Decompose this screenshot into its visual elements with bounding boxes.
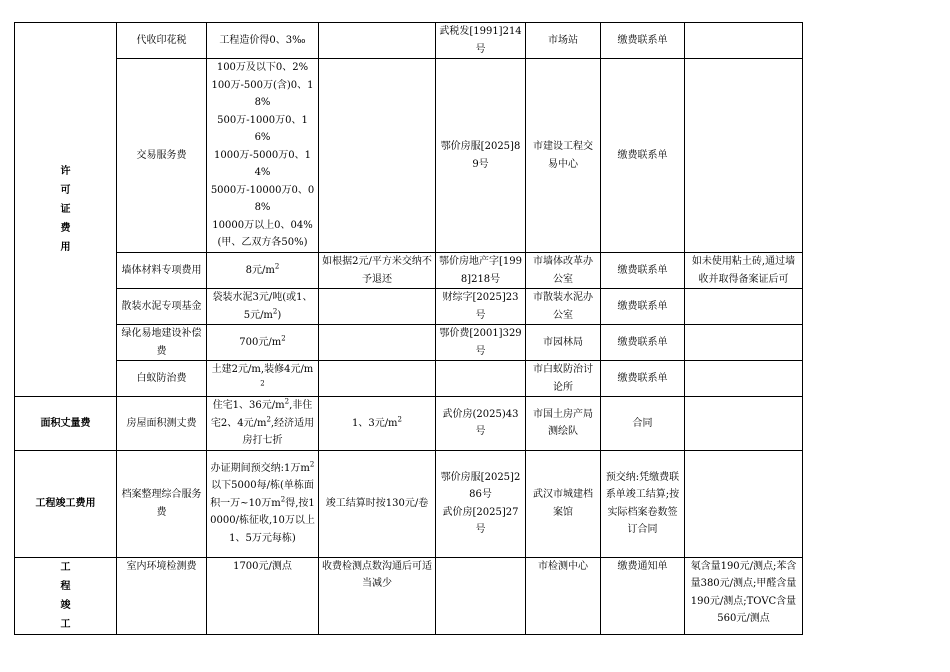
remark-cell <box>685 361 803 397</box>
standard-cell: 袋装水泥3元/吨(或1、5元$/m^2$) <box>207 289 319 325</box>
table-row <box>15 59 803 253</box>
item-name-cell: 代收印花税 <box>117 23 207 59</box>
collector-cell: 市白蚁防治讨论所 <box>526 361 601 397</box>
collector-cell: 市园林局 <box>526 325 601 361</box>
basis-cell: 鄂价房服[2025]286号 武价房[2025]27号 <box>436 450 526 557</box>
remark-cell <box>685 23 803 59</box>
table-row <box>15 289 803 325</box>
payment-method-cell: 预交纳:凭缴费联系单竣工结算;按实际档案卷数签订合同 <box>601 450 685 557</box>
standard-cell: 8元$/m^2$ <box>207 253 319 289</box>
payment-method-cell: 缴费通知单 <box>601 557 685 634</box>
payment-method-cell: 缴费联系单 <box>601 361 685 397</box>
table-row <box>15 23 803 59</box>
remark-cell <box>685 59 803 253</box>
payment-method-cell: 缴费联系单 <box>601 325 685 361</box>
note-cell <box>319 361 436 397</box>
note-cell: 1、3元$/m^2$ <box>319 397 436 451</box>
standard-cell: 办证期间预交纳:1万$m^2$以下5000每/栋(单栋面积一万~10万$m^2$得,按10000/栋征收,10万以上1、5万元每栋) <box>207 450 319 557</box>
remark-cell <box>685 325 803 361</box>
standard-cell: 100万及以下0、2% 100万-500万(含)0、18% 500万-1000万0、16% 1000万-5000万0、14% 5000万-10000万0、08% 10000万以上0、04% (甲、乙双方各50%) <box>207 59 319 253</box>
standard-cell: 1700元/测点 <box>207 557 319 634</box>
payment-method-cell: 缴费联系单 <box>601 59 685 253</box>
note-cell <box>319 325 436 361</box>
remark-cell: 如未使用粘土砖,通过墙收并取得备案证后可 <box>685 253 803 289</box>
table-row <box>15 397 803 451</box>
remark-cell: 氡含量190元/测点;苯含量380元/测点;甲醛含量190元/测点;TOVC含量560元/测点 <box>685 557 803 634</box>
item-name-cell: 档案整理综合服务费 <box>117 450 207 557</box>
item-name-cell: 室内环境检测费 <box>117 557 207 634</box>
table-row <box>15 450 803 557</box>
item-name-cell: 白蚁防治费 <box>117 361 207 397</box>
basis-cell: 武价房(2025)43号 <box>436 397 526 451</box>
table-row <box>15 361 803 397</box>
category-cell: 工程竣工费用 <box>15 450 117 557</box>
standard-cell: 住宅1、36元$/m^2$,非住宅2、4元$/m^2$,经济适用房打七折 <box>207 397 319 451</box>
collector-cell: 市场站 <box>526 23 601 59</box>
category-cell: 许可证费用 <box>15 23 117 397</box>
note-cell: 收费检测点数沟通后可适当减少 <box>319 557 436 634</box>
collector-cell: 武汉市城建档案馆 <box>526 450 601 557</box>
standard-cell: 土建2元/m,装修4元$/m^2$ <box>207 361 319 397</box>
collector-cell: 市散装水泥办公室 <box>526 289 601 325</box>
basis-cell: 财综字[2025]23号 <box>436 289 526 325</box>
basis-cell: 鄂价房地产字[1998]218号 <box>436 253 526 289</box>
category-cell: 面积丈量费 <box>15 397 117 451</box>
note-cell <box>319 59 436 253</box>
basis-cell <box>436 557 526 634</box>
table-row <box>15 253 803 289</box>
table-row <box>15 557 803 634</box>
item-name-cell: 散装水泥专项基金 <box>117 289 207 325</box>
item-name-cell: 墙体材料专项费用 <box>117 253 207 289</box>
collector-cell: 市墙体改革办公室 <box>526 253 601 289</box>
payment-method-cell: 合同 <box>601 397 685 451</box>
table-row <box>15 325 803 361</box>
standard-cell: 700元$/m^2$ <box>207 325 319 361</box>
standard-cell: 工程造价得0、3‰ <box>207 23 319 59</box>
item-name-cell: 绿化易地建设补偿费 <box>117 325 207 361</box>
collector-cell: 市建设工程交易中心 <box>526 59 601 253</box>
basis-cell: 鄂价房服[2025]89号 <box>436 59 526 253</box>
basis-cell: 鄂价费[2001]329号 <box>436 325 526 361</box>
remark-cell <box>685 397 803 451</box>
remark-cell <box>685 450 803 557</box>
note-cell: 竣工结算时按130元/卷 <box>319 450 436 557</box>
basis-cell <box>436 361 526 397</box>
payment-method-cell: 缴费联系单 <box>601 23 685 59</box>
collector-cell: 市国土房产局测绘队 <box>526 397 601 451</box>
note-cell <box>319 289 436 325</box>
payment-method-cell: 缴费联系单 <box>601 253 685 289</box>
payment-method-cell: 缴费联系单 <box>601 289 685 325</box>
note-cell <box>319 23 436 59</box>
basis-cell: 武税发[1991]214号 <box>436 23 526 59</box>
item-name-cell: 房屋面积测丈费 <box>117 397 207 451</box>
fee-table <box>14 22 803 635</box>
item-name-cell: 交易服务费 <box>117 59 207 253</box>
note-cell: 如根据2元/平方米交纳不予退还 <box>319 253 436 289</box>
collector-cell: 市检测中心 <box>526 557 601 634</box>
category-cell: 工程竣工 <box>15 557 117 634</box>
remark-cell <box>685 289 803 325</box>
